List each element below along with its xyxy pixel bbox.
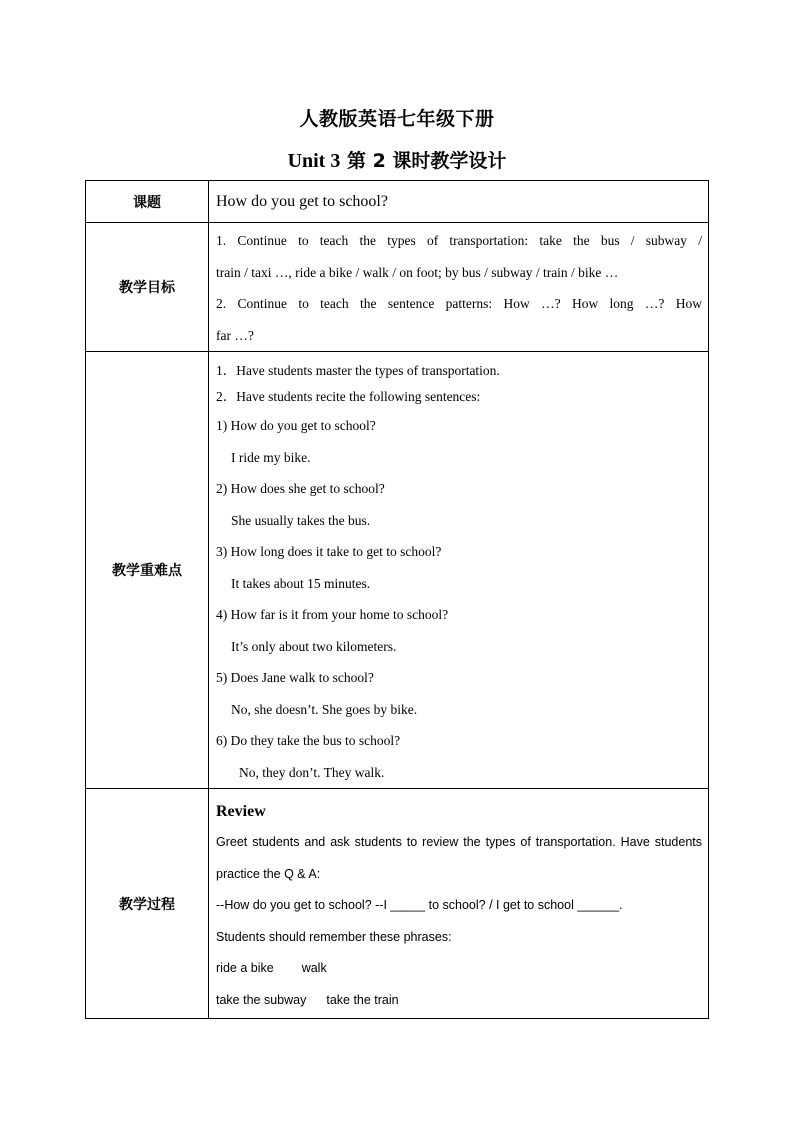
key-intro-line: 1．Have students master the types of transportation. xyxy=(216,363,500,378)
phrase: take the subway xyxy=(216,992,307,1007)
phrase: take the train xyxy=(326,992,399,1007)
process-row xyxy=(86,789,709,1019)
phrase-line xyxy=(216,953,702,985)
goal-line: train / taxi …, ride a bike / walk / on foot; by bus / subway / train / bike … xyxy=(216,264,619,280)
goal-line: 1. Continue to teach the types of transportation: take the bus / subway / xyxy=(216,233,702,248)
process-line: practice the Q & A: xyxy=(216,866,321,881)
key-intro-line: 2．Have students recite the following sentences: xyxy=(216,389,481,404)
document-title: 人教版英语七年级下册 xyxy=(299,108,495,130)
process-line: Greet students and ask students to review the types of transportation. Have students xyxy=(216,835,702,849)
goal-line: 2. Continue to teach the sentence patterns: How …? How long …? How xyxy=(216,296,702,311)
goal-line: far …? xyxy=(216,327,254,343)
phrase-line xyxy=(216,985,702,1017)
process-heading: Review xyxy=(216,803,266,820)
key-answer: No, she doesn’t. She goes by bike. xyxy=(231,701,418,717)
process-label: 教学过程 xyxy=(86,789,209,1019)
topic-value: How do you get to school? xyxy=(216,193,388,210)
phrase: walk xyxy=(301,961,327,975)
process-line: Students should remember these phrases: xyxy=(216,929,452,944)
key-answer: She usually takes the bus. xyxy=(231,512,371,528)
key-answer: No, they don’t. They walk. xyxy=(239,764,385,780)
topic-cell xyxy=(209,181,709,223)
process-cell xyxy=(209,789,709,1019)
key-answer: I ride my bike. xyxy=(231,449,311,465)
key-question: 2) How does she get to school? xyxy=(216,481,385,496)
phrase: ride a bike xyxy=(216,961,274,975)
key-question: 6) Do they take the bus to school? xyxy=(216,733,401,748)
key-question: 4) How far is it from your home to school? xyxy=(216,607,449,622)
document-subtitle xyxy=(0,146,794,173)
topic-row xyxy=(86,181,709,223)
key-points-label: 教学重难点 xyxy=(86,352,209,789)
key-question: 1) How do you get to school? xyxy=(216,418,376,433)
key-question: 3) How long does it take to get to school? xyxy=(216,544,442,559)
key-points-cell xyxy=(209,352,709,789)
subtitle-rest: 第 2 课时教学设计 xyxy=(346,150,507,172)
lesson-plan-table xyxy=(85,180,709,1019)
goals-label: 教学目标 xyxy=(86,223,209,352)
key-answer: It’s only about two kilometers. xyxy=(231,638,397,654)
topic-label: 课题 xyxy=(86,181,209,223)
subtitle-unit: Unit 3 xyxy=(287,150,341,172)
process-line: --How do you get to school? --I _____ to school? / I get to school ______. xyxy=(216,898,623,912)
key-points-row xyxy=(86,352,709,789)
key-question: 5) Does Jane walk to school? xyxy=(216,670,374,685)
goals-row xyxy=(86,223,709,352)
key-answer: It takes about 15 minutes. xyxy=(231,575,371,591)
goals-cell xyxy=(209,223,709,352)
